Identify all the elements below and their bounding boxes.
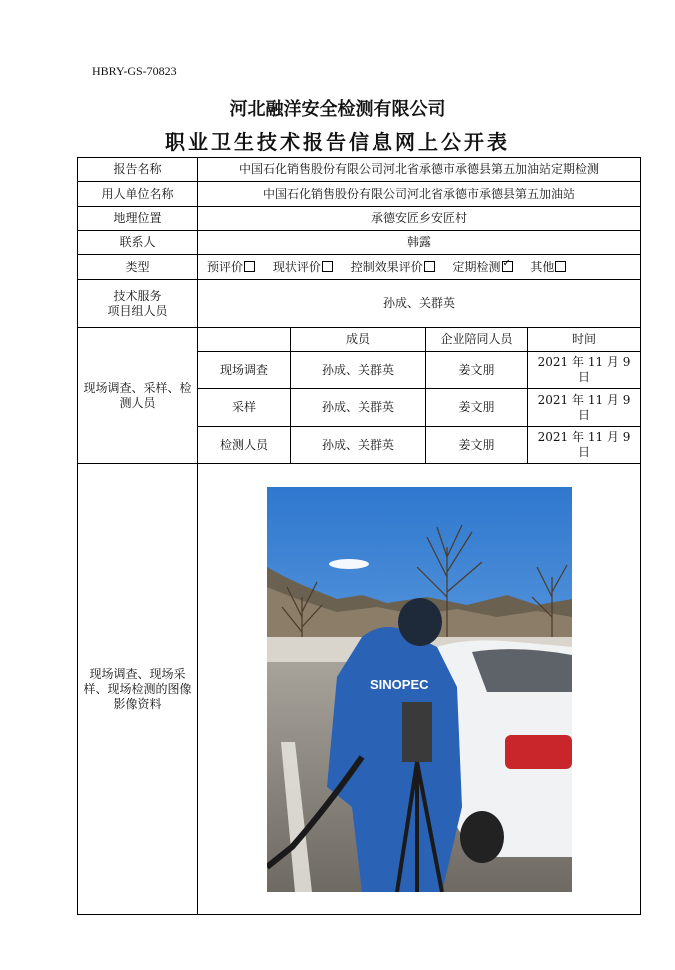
survey-stage: 采样 xyxy=(198,389,291,427)
contact-value: 韩露 xyxy=(198,231,641,255)
survey-escort: 姜文朋 xyxy=(426,427,528,464)
checkbox-icon[interactable] xyxy=(244,261,255,272)
form-title: 职业卫生技术报告信息网上公开表 xyxy=(165,130,510,154)
type-option-other[interactable]: 其他 xyxy=(530,260,566,274)
employer-label: 用人单位名称 xyxy=(78,182,198,207)
survey-header-row xyxy=(78,328,641,352)
cloud xyxy=(329,559,369,569)
survey-members: 孙成、关群英 xyxy=(291,352,426,389)
row-type xyxy=(78,255,641,280)
type-label: 类型 xyxy=(78,255,198,280)
survey-escort: 姜文朋 xyxy=(426,389,528,427)
survey-stage: 检测人员 xyxy=(198,427,291,464)
car-window xyxy=(472,649,572,692)
survey-escort: 姜文朋 xyxy=(426,352,528,389)
report-name-label: 报告名称 xyxy=(78,158,198,182)
report-table xyxy=(77,157,641,915)
employer-value: 中国石化销售股份有限公司河北省承德市承德县第五加油站 xyxy=(198,182,641,207)
survey-header-members: 成员 xyxy=(291,328,426,352)
survey-section-label: 现场调查、采样、检测人员 xyxy=(78,328,198,464)
type-options xyxy=(198,255,641,280)
row-employer xyxy=(78,182,641,207)
worker-head xyxy=(398,598,442,646)
survey-date: 2021 年 11 月 9 日 xyxy=(528,352,641,389)
document-code: HBRY-GS-70823 xyxy=(92,64,177,78)
row-location xyxy=(78,207,641,231)
site-photo xyxy=(267,487,572,892)
row-contact xyxy=(78,231,641,255)
row-report-name xyxy=(78,158,641,182)
survey-date: 2021 年 11 月 9 日 xyxy=(528,389,641,427)
sinopec-logo: SINOPEC xyxy=(369,676,429,692)
survey-date: 2021 年 11 月 9 日 xyxy=(528,427,641,464)
survey-header-blank xyxy=(198,328,291,352)
checkbox-icon[interactable] xyxy=(555,261,566,272)
site-photo-image xyxy=(267,487,572,892)
checkbox-icon[interactable] xyxy=(322,261,333,272)
location-value: 承德安匠乡安匠村 xyxy=(198,207,641,231)
survey-members: 孙成、关群英 xyxy=(291,389,426,427)
company-name: 河北融洋安全检测有限公司 xyxy=(229,99,446,120)
checkbox-icon[interactable] xyxy=(424,261,435,272)
row-service-team xyxy=(78,280,641,328)
service-team-label: 技术服务 项目组人员 xyxy=(78,280,198,328)
survey-header-time: 时间 xyxy=(528,328,641,352)
photo-cell xyxy=(198,464,641,915)
service-team-value: 孙成、关群英 xyxy=(198,280,641,328)
survey-members: 孙成、关群英 xyxy=(291,427,426,464)
type-option-status-evaluation[interactable]: 现状评价 xyxy=(273,260,333,274)
car-taillight xyxy=(505,735,572,769)
checked-checkbox-icon[interactable] xyxy=(502,261,513,272)
report-name-value: 中国石化销售股份有限公司河北省承德市承德县第五加油站定期检测 xyxy=(198,158,641,182)
contact-label: 联系人 xyxy=(78,231,198,255)
detection-instrument xyxy=(402,702,432,762)
photo-row xyxy=(78,464,641,915)
type-option-periodic-inspection[interactable]: 定期检测✓ xyxy=(453,260,513,274)
car-wheel xyxy=(460,811,504,863)
type-option-pre-evaluation[interactable]: 预评价 xyxy=(207,260,255,274)
survey-stage: 现场调查 xyxy=(198,352,291,389)
survey-header-escort: 企业陪同人员 xyxy=(426,328,528,352)
location-label: 地理位置 xyxy=(78,207,198,231)
type-option-control-evaluation[interactable]: 控制效果评价 xyxy=(351,260,435,274)
photo-section-label: 现场调查、现场采样、现场检测的图像影像资料 xyxy=(78,464,198,915)
